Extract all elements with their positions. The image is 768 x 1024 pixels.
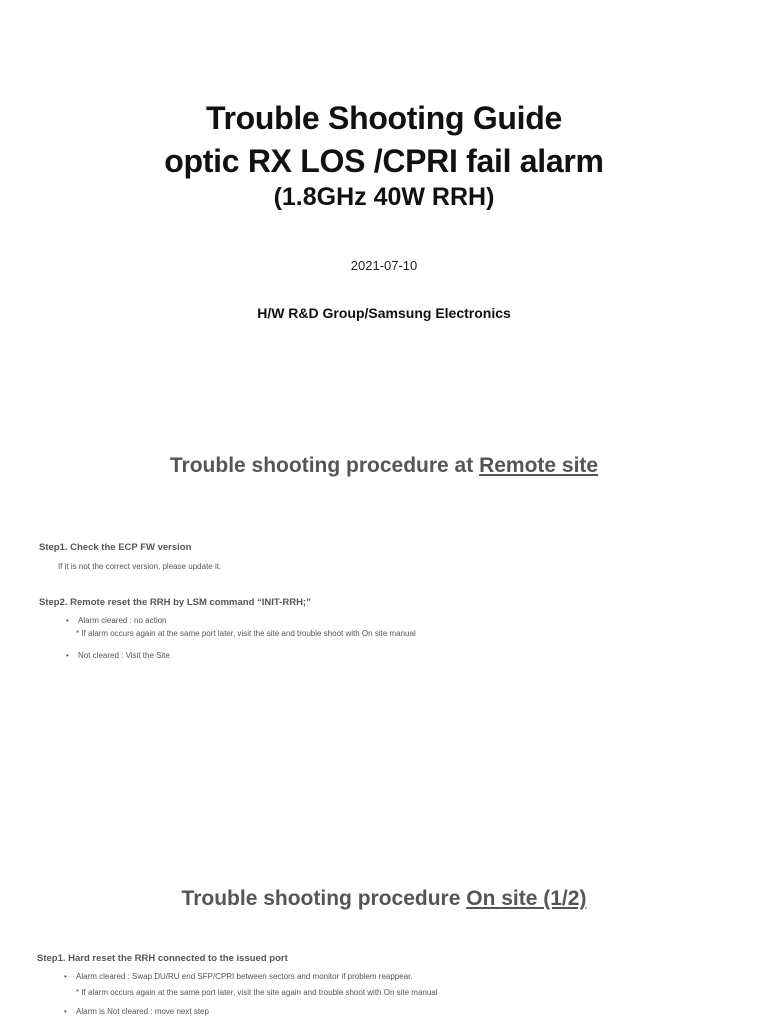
remote-step1-note: If it is not the correct version, please update it. bbox=[58, 562, 222, 571]
remote-step2: Step2. Remote reset the RRH by LSM command “INIT-RRH;” bbox=[39, 597, 311, 608]
remote-step2-bullet2 bbox=[66, 651, 170, 660]
doc-title-line2: optic RX LOS /CPRI fail alarm bbox=[164, 143, 604, 179]
remote-step2-bullet1 bbox=[66, 616, 167, 625]
remote-step2-bullet2-text: Not cleared : Visit the Site bbox=[78, 651, 170, 660]
doc-organization: H/W R&D Group/Samsung Electronics bbox=[257, 305, 511, 321]
remote-heading-prefix: Trouble shooting procedure at bbox=[169, 454, 480, 477]
bullet-icon: • bbox=[64, 1007, 67, 1016]
onsite-heading-prefix: Trouble shooting procedure bbox=[181, 887, 467, 910]
remote-section-heading bbox=[0, 454, 768, 478]
onsite-step1-note: * If alarm occurs again at the same port later, visit the site again and trouble shoot with On site manual bbox=[76, 988, 438, 997]
onsite-section-heading bbox=[0, 887, 768, 911]
remote-step1: Step1. Check the ECP FW version bbox=[39, 542, 192, 553]
remote-step2-bullet1-text: Alarm cleared : no action bbox=[78, 616, 167, 625]
doc-title-line1: Trouble Shooting Guide bbox=[205, 100, 563, 136]
onsite-step1: Step1. Hard reset the RRH connected to the issued port bbox=[37, 953, 288, 964]
doc-date: 2021-07-10 bbox=[350, 258, 418, 273]
onsite-step1-bullet2-text: Alarm is Not cleared : move next step bbox=[76, 1007, 209, 1016]
remote-step2-note: * If alarm occurs again at the same port later, visit the site and trouble shoot with On site manual bbox=[76, 629, 416, 638]
onsite-heading-link: On site (1/2) bbox=[466, 887, 587, 910]
bullet-icon: • bbox=[66, 616, 69, 625]
bullet-icon: • bbox=[64, 972, 67, 981]
doc-subtitle: (1.8GHz 40W RRH) bbox=[273, 183, 495, 211]
onsite-step1-bullet1-text: Alarm cleared : Swap DU/RU end SFP/CPRI between sectors and monitor if problem reappear. bbox=[76, 972, 413, 981]
bullet-icon: • bbox=[66, 651, 69, 660]
onsite-step1-bullet2 bbox=[64, 1007, 209, 1016]
remote-heading-link: Remote site bbox=[479, 454, 599, 477]
onsite-step1-bullet1 bbox=[64, 972, 413, 981]
